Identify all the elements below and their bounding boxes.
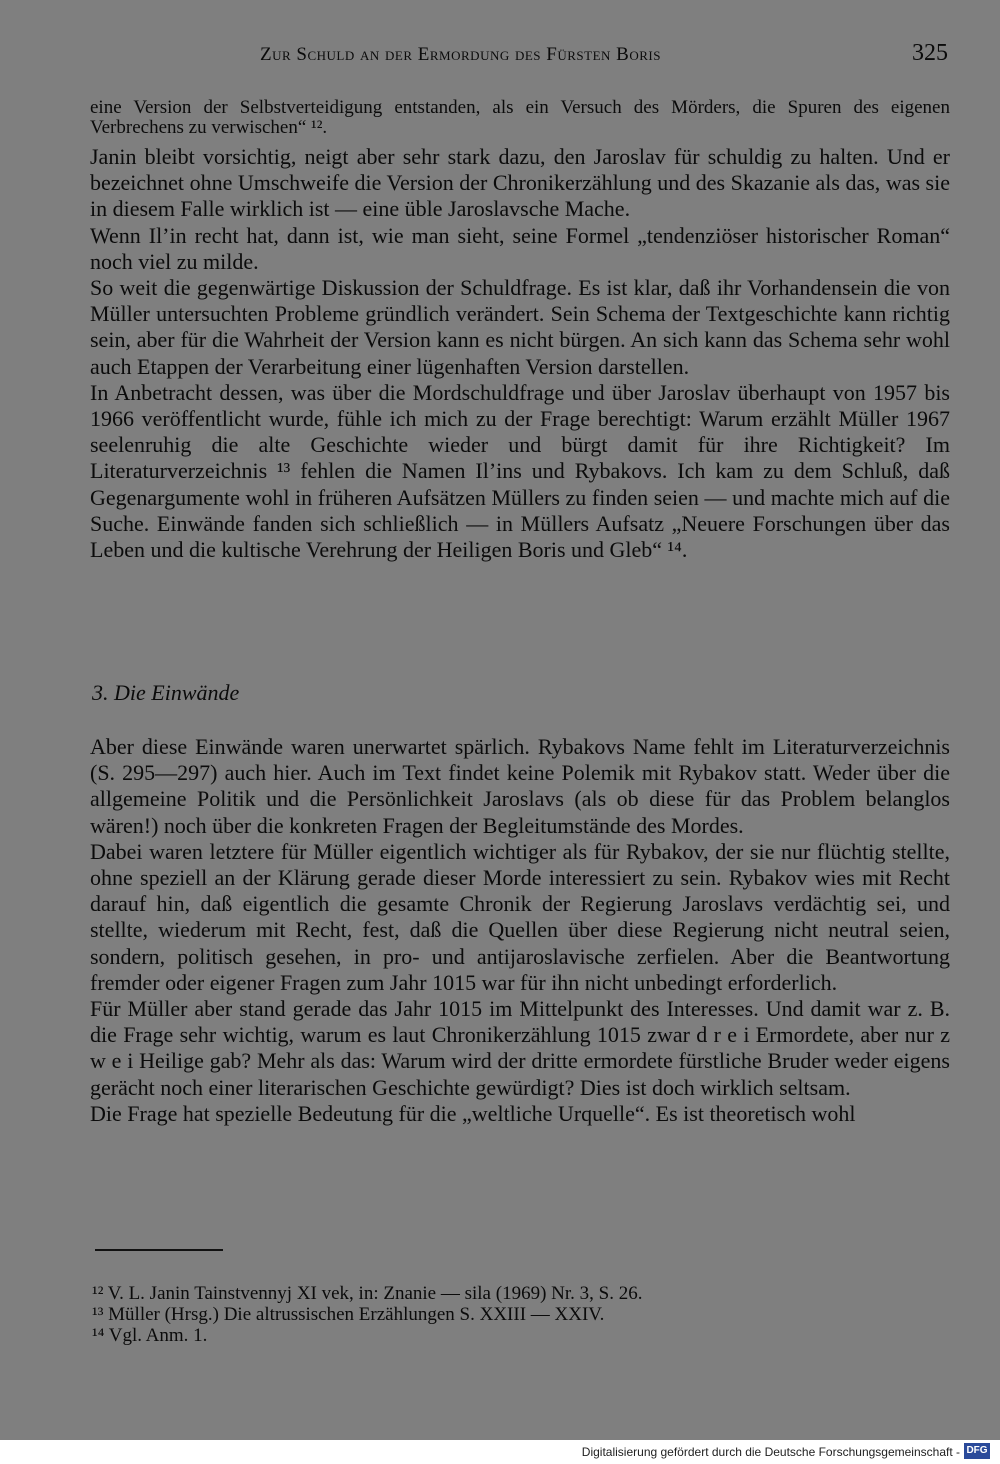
page-number: 325	[912, 40, 948, 66]
paragraph: eine Version der Selbstverteidigung entstanden, als ein Versuch des Mörders, die Spuren des eigenen Verbrechens zu verwischen“ ¹².	[90, 97, 950, 138]
digitization-footer	[0, 1440, 1000, 1464]
footnote-12: ¹² V. L. Janin Tainstvennyj XI vek, in: Znanie — sila (1969) Nr. 3, S. 26.	[92, 1283, 643, 1304]
body-text-top	[90, 98, 950, 563]
paragraph: So weit die gegenwärtige Diskussion der Schuldfrage. Es ist klar, daß ihr Vorhandensein die von Müller untersuchten Probleme gründlich verändert. Sein Schema der Textgeschichte kann richtig sein, aber für die Wahrheit der Version kann es nicht bürgen. An sich kann das Schema sehr wohl auch Etappen der Verarbeitung einer lügenhaften Version darstellen.	[90, 275, 950, 379]
running-head	[90, 42, 948, 72]
paragraph: Dabei waren letztere für Müller eigentlich wichtiger als für Rybakov, der sie nur flüchtig stellte, ohne speziell an der Klärung gerade dieser Morde interessiert zu sein. Rybakov wies mit Recht darauf hin, daß eigentlich die gesamte Chronik der Regierung Jaroslavs verdächtig sei, und stellte, wiederum mit Recht, fest, daß die Quellen über diese Regierung nicht neutral seien, sondern, politisch gesehen, in pro- und antijaroslavische zerfielen. Aber die Beantwortung fremder oder eigener Fragen zum Jahr 1015 war für ihn nicht unbedingt erforderlich.	[90, 838, 950, 995]
footnote-divider	[95, 1249, 223, 1251]
dfg-logo-icon: DFG	[964, 1443, 990, 1459]
footnote-14: ¹⁴ Vgl. Anm. 1.	[92, 1325, 208, 1346]
paragraph: Aber diese Einwände waren unerwartet spärlich. Rybakovs Name fehlt im Literaturverzeichnis (S. 295—297) auch hier. Auch im Text findet keine Polemik mit Rybakov statt. Weder über die allgemeine Politik und die Persönlichkeit Jaroslavs (als ob diese für das Problem belanglos wären!) noch über die konkreten Fragen der Begleitumstände des Mordes.	[90, 734, 950, 838]
paragraph: In Anbetracht dessen, was über die Mordschuldfrage und über Jaroslav überhaupt von 1957 bis 1966 veröffentlicht wurde, fühle ich mich zu der Frage berechtigt: Warum erzählt Müller 1967 seelenruhig die alte Geschichte wieder und bürgt damit für ihre Richtigkeit? Im Literaturverzeichnis ¹³ fehlen die Namen Il’ins und Rybakovs. Ich kam zu dem Schluß, daß Gegenargumente wohl in früheren Aufsätzen Müllers zu finden seien — und machte mich auf die Suche. Einwände fanden sich schließlich — in Müllers Aufsatz „Neuere Forschungen über das Leben und die kultische Verehrung der Heiligen Boris und Gleb“ ¹⁴.	[90, 379, 950, 563]
body-text-bottom	[90, 734, 950, 1127]
running-title: Zur Schuld an der Ermordung des Fürsten Boris	[260, 44, 661, 65]
section-heading: 3. Die Einwände	[92, 680, 240, 705]
paragraph: Für Müller aber stand gerade das Jahr 1015 im Mittelpunkt des Interesses. Und damit war z. B. die Frage sehr wichtig, warum es laut Chronikerzählung 1015 zwar d r e i Ermordete, aber nur z w e i Heilige gab? Mehr als das: Warum wird der dritte ermordete fürstliche Bruder weder eigens gerächt noch einer literarischen Geschichte gewürdigt? Dies ist doch wirklich seltsam.	[90, 996, 950, 1100]
paragraph: Die Frage hat spezielle Bedeutung für die „weltliche Urquelle“. Es ist theoretisch wohl	[90, 1100, 856, 1126]
paragraph: Wenn Il’in recht hat, dann ist, wie man sieht, seine Formel „tendenziöser historischer Roman“ noch viel zu milde.	[90, 222, 950, 274]
paragraph: Janin bleibt vorsichtig, neigt aber sehr stark dazu, den Jaroslav für schuldig zu halten. Und er bezeichnet ohne Umschweife die Version der Chronikerzählung und des Skazanie als das, was sie in diesem Falle wirklich ist — eine üble Jaroslavsche Mache.	[90, 144, 950, 222]
footer-credit: Digitalisierung gefördert durch die Deutsche Forschungsgemeinschaft -	[581, 1445, 960, 1459]
footnotes	[92, 1283, 792, 1346]
footnote-13: ¹³ Müller (Hrsg.) Die altrussischen Erzählungen S. XXIII — XXIV.	[92, 1304, 605, 1325]
